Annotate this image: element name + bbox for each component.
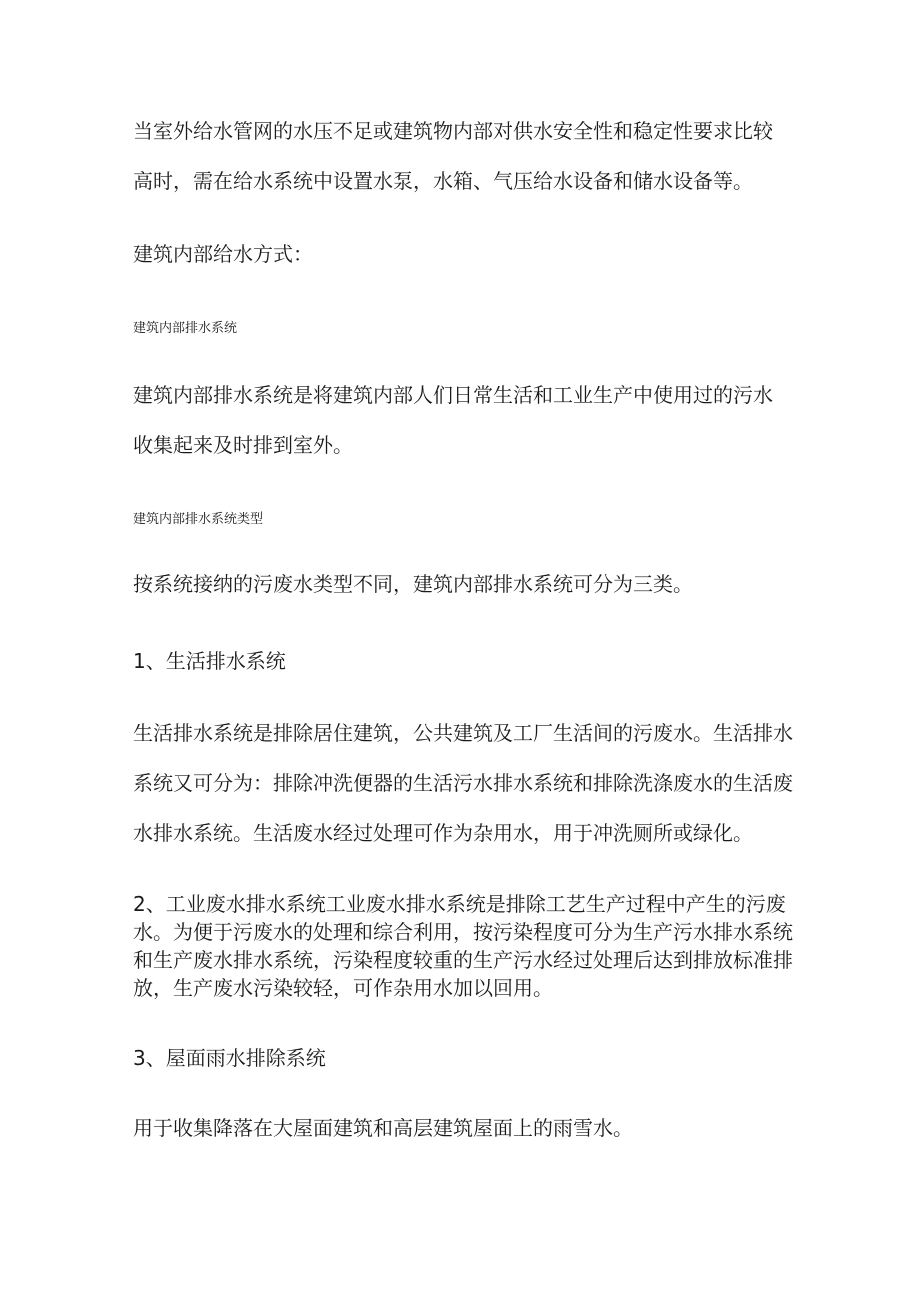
text-line: 当室外给水管网的水压不足或建筑物内部对供水安全性和稳定性要求比较 <box>133 119 773 143</box>
text-line: 系统又可分为：排除冲洗便器的生活污水排水系统和排除洗涤废水的生活废 <box>133 771 793 795</box>
text-line: 和生产废水排水系统，污染程度较重的生产污水经过处理后达到排放标准排 <box>133 948 793 972</box>
text-line: 2、工业废水排水系统工业废水排水系统是排除工艺生产过程中产生的污废 <box>133 892 786 916</box>
section-title: 1、生活排水系统 <box>133 649 286 673</box>
paragraph-three-categories <box>133 559 798 609</box>
text-line: 建筑内部给水方式： <box>133 242 313 266</box>
section-title: 3、屋面雨水排除系统 <box>133 1046 326 1070</box>
paragraph-supply-methods <box>133 229 798 279</box>
paragraph-living-drainage <box>133 708 798 858</box>
heading-drainage-types <box>133 510 798 530</box>
text-line: 放，生产废水污染较轻，可作杂用水加以回用。 <box>133 976 553 1000</box>
text-line: 收集起来及时排到室外。 <box>133 433 353 457</box>
paragraph-roof-rainwater <box>133 1103 798 1153</box>
text-line: 建筑内部排水系统是将建筑内部人们日常生活和工业生产中使用过的污水 <box>133 383 773 407</box>
text-line: 高时，需在给水系统中设置水泵，水箱、气压给水设备和储水设备等。 <box>133 169 753 193</box>
section-roof-rainwater <box>133 1033 798 1083</box>
section-living-drainage <box>133 636 798 686</box>
heading-text: 建筑内部排水系统类型 <box>133 512 264 527</box>
paragraph-industrial-drainage <box>133 890 798 1002</box>
heading-drainage-system <box>133 319 798 339</box>
text-line: 水排水系统。生活废水经过处理可作为杂用水，用于冲洗厕所或绿化。 <box>133 821 753 845</box>
text-line: 用于收集降落在大屋面建筑和高层建筑屋面上的雨雪水。 <box>133 1116 633 1140</box>
text-line: 生活排水系统是排除居住建筑，公共建筑及工厂生活间的污废水。生活排水 <box>133 721 793 745</box>
heading-text: 建筑内部排水系统 <box>133 321 238 336</box>
paragraph-water-pressure <box>133 106 798 206</box>
paragraph-drainage-definition <box>133 370 798 470</box>
text-line: 水。为便于污废水的处理和综合利用，按污染程度可分为生产污水排水系统 <box>133 920 793 944</box>
text-line: 按系统接纳的污废水类型不同，建筑内部排水系统可分为三类。 <box>133 572 693 596</box>
